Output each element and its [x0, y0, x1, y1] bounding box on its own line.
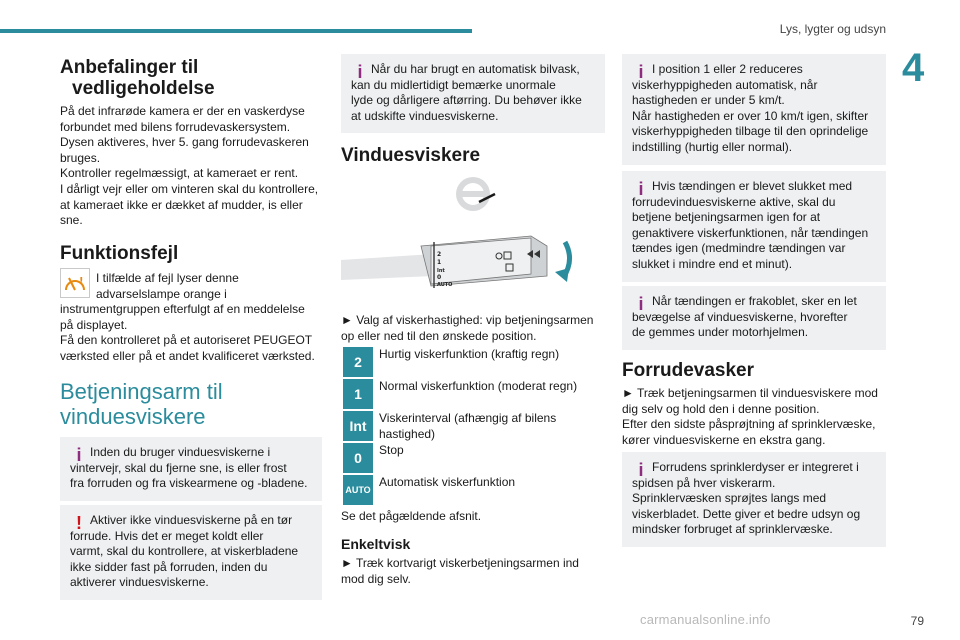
badge-0: 0	[343, 443, 373, 473]
info-icon: i	[638, 294, 644, 314]
info-note-speed-reduction: i I position 1 eller 2 reduceres viskerhyppigheden automatisk, når hastigheden er under 5 km/t. Når hastigheden er over 10 km/t igen, skifter viskerhyppigheden tilbage til den oprindelige indstilling (hurtig eller normal).	[622, 54, 886, 165]
info-icon: i	[357, 62, 363, 82]
chapter-number: 4	[902, 46, 925, 90]
warning-exclamation-icon: !	[76, 513, 82, 533]
badge-1: 1	[343, 379, 373, 409]
see-section-text: Se det pågældende afsnit.	[341, 509, 482, 523]
warning-note-dry-windscreen: ! Aktiver ikke vinduesviskerne på en tør forrude. Hvis det er meget koldt eller varmt, skal du kontrollere, at viskerbladene ikke sidder fast på forruden, inden du aktiverer vinduesviskerne.	[60, 505, 322, 600]
stalk-label-int: Int	[437, 268, 445, 274]
fault-title: Funktionsfejl	[60, 243, 179, 264]
steering-wheel-icon	[456, 177, 495, 211]
stalk-label-2: 2	[437, 251, 442, 258]
speed-selection-intro: ► Valg af viskerhastighed: vip betjeningsarmen op eller ned til den ønskede position.	[341, 313, 594, 343]
badge-auto: AUTO	[343, 475, 373, 505]
stalk-section-title: Betjeningsarm til vinduesviskere	[60, 379, 223, 429]
header-accent-bar	[0, 29, 472, 33]
legend-row-auto: AUTO Automatisk viskerfunktion	[341, 475, 605, 505]
info-icon: i	[638, 62, 644, 82]
wipers-title: Vinduesviskere	[341, 145, 481, 166]
info-icon: i	[638, 460, 644, 480]
washer-title: Forrudevasker	[622, 360, 755, 381]
page-number: 79	[910, 614, 924, 628]
recommendations-title-line2: vedligeholdelse	[72, 78, 215, 99]
fault-body: I tilfælde af fejl lyser denne advarselslampe orange i instrumentgruppen efterfulgt af en meddelelse på displayet. Få den kontrolleret på et autoriseret PEUGEOT værksted eller på et andet kvalificeret værksted.	[60, 271, 315, 363]
watermark: carmanualsonline.info	[640, 612, 771, 627]
info-note-ignition-off: i Hvis tændingen er blevet slukket med forrudevinduesviskerne aktive, skal du betjene betjeningsarmen igen for at genaktivere viskerfunktionen, når tændingen tændes igen (medmindre tændingen var slukket i mindre end et minut).	[622, 171, 886, 282]
stalk-label-auto: AUTO	[437, 282, 453, 288]
legend-row-stop: 0 Stop	[341, 443, 605, 473]
badge-int: Int	[343, 411, 373, 441]
info-note-sprinkler-nozzles: i Forrudens sprinklerdyser er integreret i spidsen på hver viskerarm. Sprinklervæsken sprøjtes langs med viskerbladet. Dette giver et bedre udsyn og mindsker forbruget af sprinklervæske.	[622, 452, 886, 547]
svg-text:!: !	[79, 276, 84, 287]
stalk-label-0: 0	[437, 274, 442, 281]
recommendations-body: På det infrarøde kamera er der en vaskerdyse forbundet med bilens forrudevaskersystem. Dysen aktiveres, hver 5. gang forrudevaskeren bruges. Kontroller regelmæssigt, at kameraet er rent. I dårligt vejr eller om vinteren skal du kontrollere, at kameraet ikke er dækket af mudder, is eller sne.	[60, 104, 319, 228]
recommendations-title	[60, 57, 322, 99]
legend-row-interval: Int Viskerinterval (afhængig af bilens hastighed)	[341, 411, 605, 441]
recommendations-title-line1: Anbefalinger til	[60, 57, 199, 78]
washer-body: ► Træk betjeningsarmen til vinduesviskere mod dig selv og hold den i denne position. Efter den sidste påsprøjtning af sprinklervæske, kører vinduesviskerne en ekstra gang.	[622, 386, 878, 447]
info-note-winter: i Inden du bruger vinduesviskerne i vintervejr, skal du fjerne sne, is eller frost fra forruden og fra viskearmene og -bladene.	[60, 437, 322, 501]
legend-row-fast: 2 Hurtig viskerfunktion (kraftig regn)	[341, 347, 605, 377]
stalk-label-1: 1	[437, 259, 442, 266]
badge-2: 2	[343, 347, 373, 377]
info-icon: i	[638, 179, 644, 199]
legend-row-normal: 1 Normal viskerfunktion (moderat regn)	[341, 379, 605, 409]
info-note-wipers-park: i Når tændingen er frakoblet, sker en let bevægelse af vinduesviskerne, hvorefter de gemmes under motorhjelmen.	[622, 286, 886, 350]
info-note-car-wash: i Når du har brugt en automatisk bilvask, kan du midlertidigt bemærke unormale lyde og dårligere aftørring. Du behøver ikke at udskifte vinduesviskerne.	[341, 54, 605, 133]
info-icon: i	[76, 445, 82, 465]
single-wipe-title: Enkeltvisk	[341, 536, 411, 552]
running-title: Lys, lygter og udsyn	[779, 22, 886, 36]
wiper-stalk-illustration	[341, 172, 605, 304]
single-wipe-body: ► Træk kortvarigt viskerbetjeningsarmen ind mod dig selv.	[341, 556, 579, 586]
